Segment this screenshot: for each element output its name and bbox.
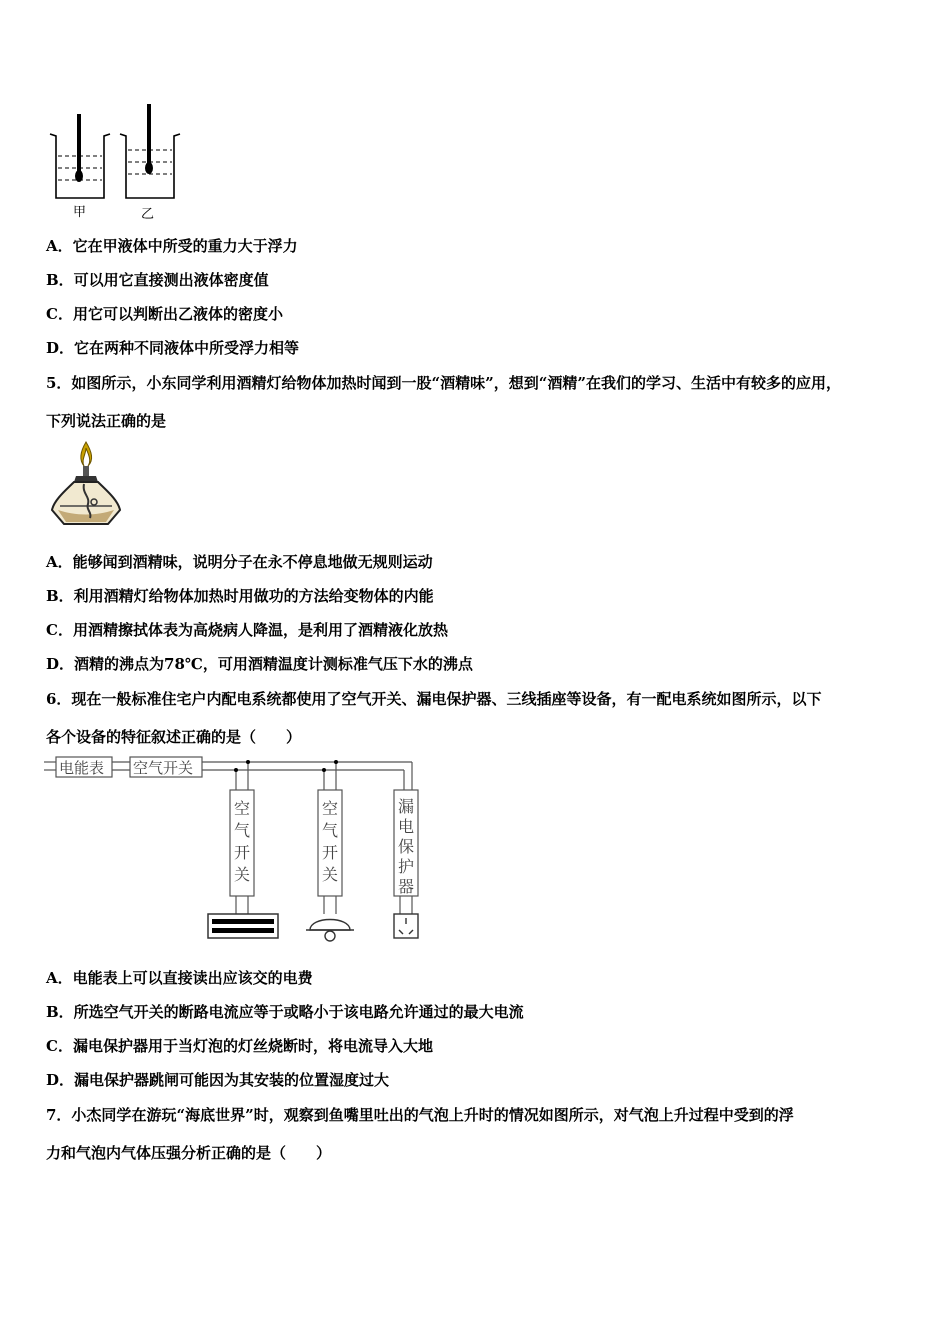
branch2-char-3: 开: [322, 843, 339, 862]
q5-stem-line1: 5．如图所示，小东同学利用酒精灯给物体加热时闻到一股“酒精味”，想到“酒精”在我们的学习、生活中有较多的应用，: [46, 374, 841, 392]
q4-option-c: C．用它可以判断出乙液体的密度小: [46, 305, 283, 323]
q4-option-a: A．它在甲液体中所受的重力大于浮力: [46, 237, 298, 255]
alcohol-lamp-figure: [46, 440, 126, 530]
leakage-char-4: 护: [398, 857, 415, 876]
meter-label: 电能表: [59, 759, 105, 777]
branch2-char-4: 关: [322, 865, 339, 884]
densimeter-beakers-figure: [46, 100, 186, 225]
main-switch-label: 空气开关: [133, 759, 194, 777]
branch2-char-1: 空: [322, 799, 339, 818]
branch1-char-2: 气: [234, 821, 251, 840]
q5-stem-line2: 下列说法正确的是: [46, 412, 167, 430]
q6-option-b: B．所选空气开关的断路电流应等于或略小于该电路允许通过的最大电流: [46, 1003, 524, 1021]
q5-option-b: B．利用酒精灯给物体加热时用做功的方法给变物体的内能: [46, 587, 434, 605]
leakage-char-5: 器: [398, 877, 415, 896]
leakage-char-1: 漏: [398, 797, 415, 816]
beaker-yi: [120, 104, 180, 198]
branch1-char-4: 关: [234, 865, 251, 884]
branch1-char-1: 空: [234, 799, 251, 818]
lamp-icon: [306, 920, 354, 942]
q7-stem-line1: 7．小杰同学在游玩“海底世界”时，观察到鱼嘴里吐出的气泡上升时的情况如图所示，对气泡上升过程中受到的浮: [46, 1106, 794, 1124]
leakage-char-2: 电: [398, 817, 415, 836]
distribution-system-figure: [44, 754, 424, 944]
socket-icon: [394, 914, 418, 938]
q6-option-a: A．电能表上可以直接读出应该交的电费: [46, 969, 313, 987]
q4-option-b: B．可以用它直接测出液体密度值: [46, 271, 269, 289]
label-yi: 乙: [141, 207, 155, 222]
branch2-char-2: 气: [322, 821, 339, 840]
label-jia: 甲: [73, 205, 87, 220]
q7-stem-line2: 力和气泡内气体压强分析正确的是（ ）: [46, 1144, 332, 1162]
heater-appliance-icon: [208, 914, 278, 938]
flame-icon: [81, 442, 92, 466]
q6-option-d: D．漏电保护器跳闸可能因为其安装的位置湿度过大: [46, 1071, 390, 1089]
q5-option-d: D．酒精的沸点为78℃，可用酒精温度计测标准气压下水的沸点: [46, 655, 473, 673]
q5-option-a: A．能够闻到酒精味，说明分子在永不停息地做无规则运动: [46, 553, 433, 571]
leakage-char-3: 保: [398, 837, 415, 856]
branch1-char-3: 开: [234, 843, 251, 862]
q5-option-c: C．用酒精擦拭体表为高烧病人降温，是利用了酒精液化放热: [46, 621, 448, 639]
q6-option-c: C．漏电保护器用于当灯泡的灯丝烧断时，将电流导入大地: [46, 1037, 433, 1055]
beaker-jia: [50, 114, 110, 198]
q4-option-d: D．它在两种不同液体中所受浮力相等: [46, 339, 300, 357]
q6-stem-line2: 各个设备的特征叙述正确的是（ ）: [46, 728, 302, 746]
q6-stem-line1: 6．现在一般标准住宅户内配电系统都使用了空气开关、漏电保护器、三线插座等设备，有一配电系统如图所示，以下: [46, 690, 822, 708]
